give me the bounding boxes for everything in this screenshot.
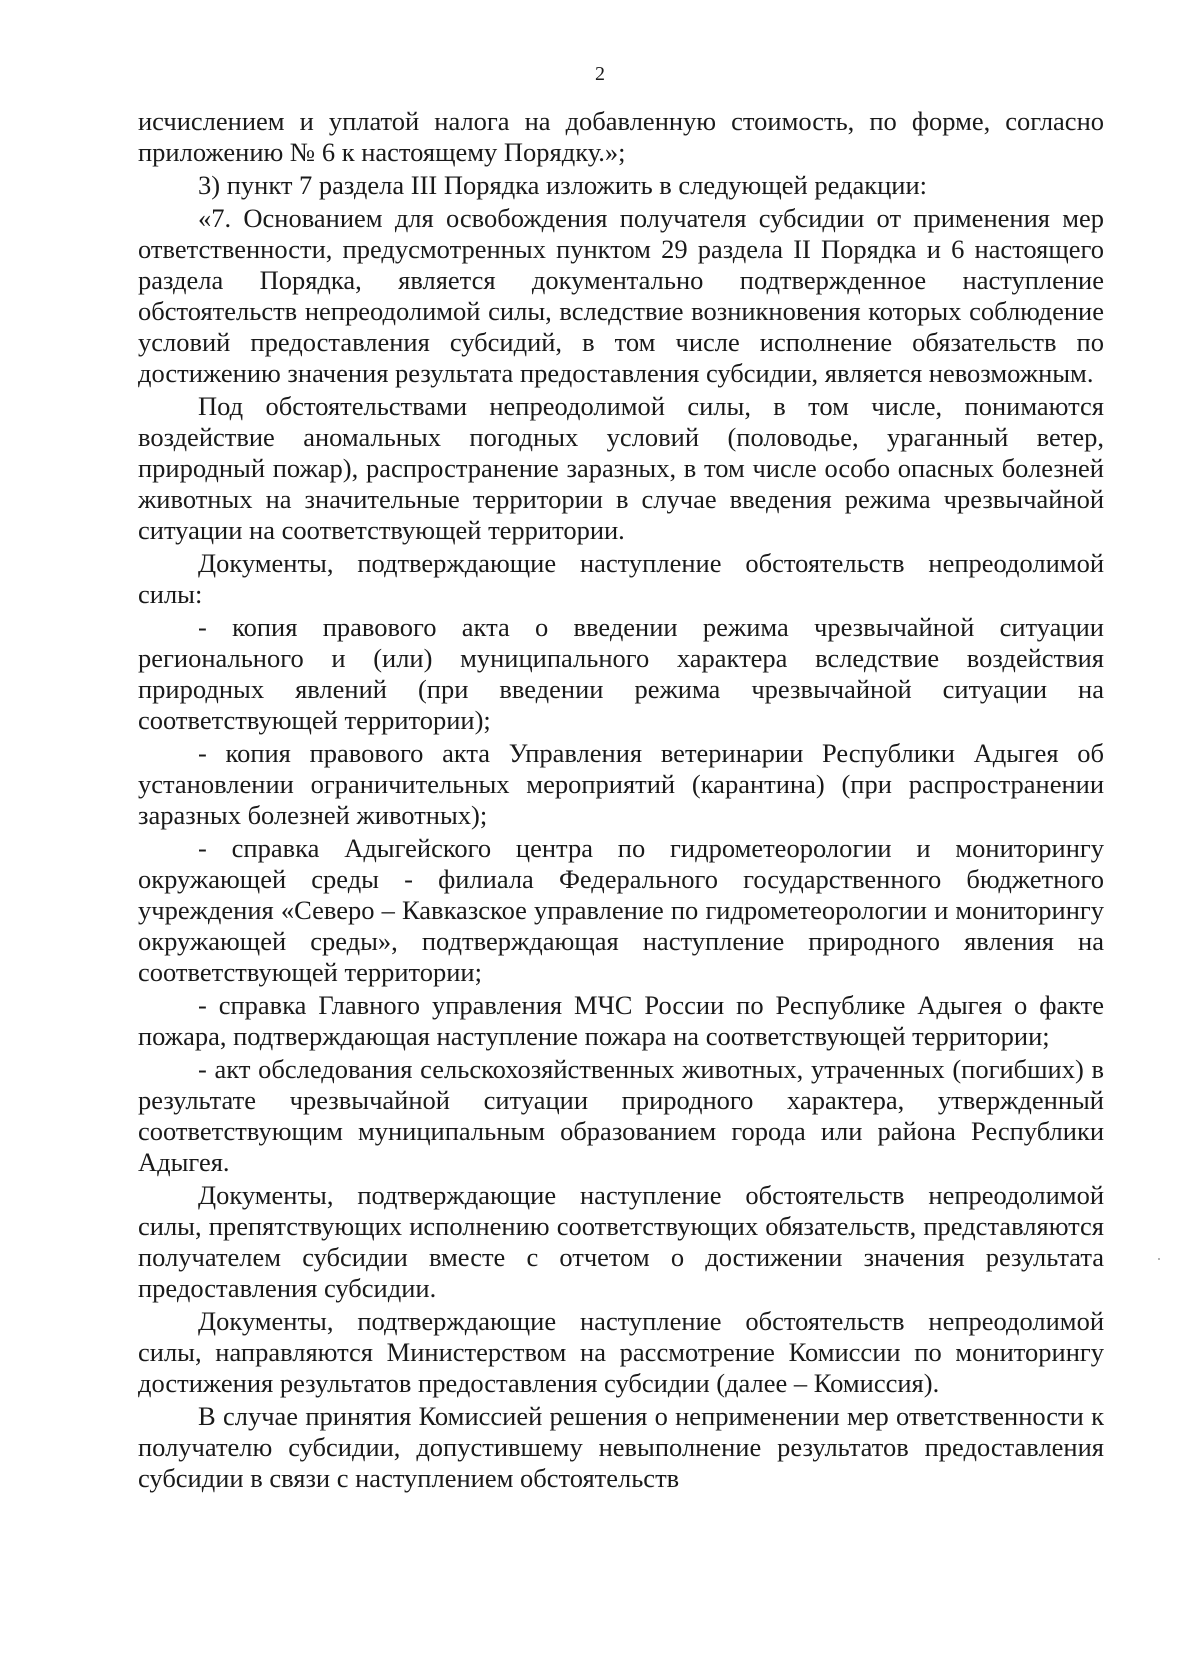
list-item-inspection-act: - акт обследования сельскохозяйственных животных, утраченных (погибших) в результате чрезвычайной ситуации природного характера, утвержденный соответствующим муниципальным образованием города или района Республики Адыгея. <box>138 1054 1104 1177</box>
paragraph-point-7: «7. Основанием для освобождения получателя субсидии от применения мер ответственности, предусмотренных пунктом 29 раздела II Порядка и 6 настоящего раздела Порядка, является документально подтвержденное наступление обстоятельств непреодолимой силы, вследствие возникновения которых соблюдение условий предоставления субсидий, в том числе исполнение обязательств по достижению значения результата предоставления субсидии, является невозможным. <box>138 203 1104 388</box>
paragraph-documents-commission: Документы, подтверждающие наступление обстоятельств непреодолимой силы, направляются Министерством на рассмотрение Комиссии по мониторингу достижения результатов предоставления субсидии (далее – Комиссия). <box>138 1306 1104 1398</box>
page-number: 2 <box>595 63 605 85</box>
paragraph-documents-intro: Документы, подтверждающие наступление обстоятельств непреодолимой силы: <box>138 548 1104 609</box>
paragraph-item-3: 3) пункт 7 раздела III Порядка изложить в следующей редакции: <box>198 170 928 200</box>
paragraph-continuation: исчислением и уплатой налога на добавленную стоимость, по форме, согласно приложению № 6 к настоящему Порядку.»; <box>138 106 1104 167</box>
document-body <box>138 106 1104 1494</box>
paragraph-documents-submission: Документы, подтверждающие наступление обстоятельств непреодолимой силы, препятствующих исполнению соответствующих обязательств, представляются получателем субсидии вместе с отчетом о достижении значения результата предоставления субсидии. <box>138 1180 1104 1303</box>
paragraph-commission-decision: В случае принятия Комиссией решения о неприменении мер ответственности к получателю субсидии, допустившему невыполнение результатов предоставления субсидии в связи с наступлением обстоятельств <box>138 1401 1104 1493</box>
list-item-fire-certificate: - справка Главного управления МЧС России по Республике Адыгея о факте пожара, подтверждающая наступление пожара на соответствующей территории; <box>138 990 1104 1051</box>
list-item-emergency-act: - копия правового акта о введении режима чрезвычайной ситуации регионального и (или) муниципального характера вследствие воздействия природных явлений (при введении режима чрезвычайной ситуации на соответствующей территории); <box>138 612 1104 735</box>
scan-speck <box>1158 1258 1160 1260</box>
list-item-veterinary-act: - копия правового акта Управления ветеринарии Республики Адыгея об установлении ограничительных мероприятий (карантина) (при распространении заразных болезней животных); <box>138 738 1104 830</box>
paragraph-force-majeure-definition: Под обстоятельствами непреодолимой силы, в том числе, понимаются воздействие аномальных погодных условий (половодье, ураганный ветер, природный пожар), распространение заразных, в том числе особо опасных болезней животных на значительные территории в случае введения режима чрезвычайной ситуации на соответствующей территории. <box>138 391 1104 545</box>
list-item-hydromet-certificate: - справка Адыгейского центра по гидрометеорологии и мониторингу окружающей среды - филиала Федерального государственного бюджетного учреждения «Северо – Кавказское управление по гидрометеорологии и мониторингу окружающей среды», подтверждающая наступление природного явления на соответствующей территории; <box>138 833 1104 987</box>
